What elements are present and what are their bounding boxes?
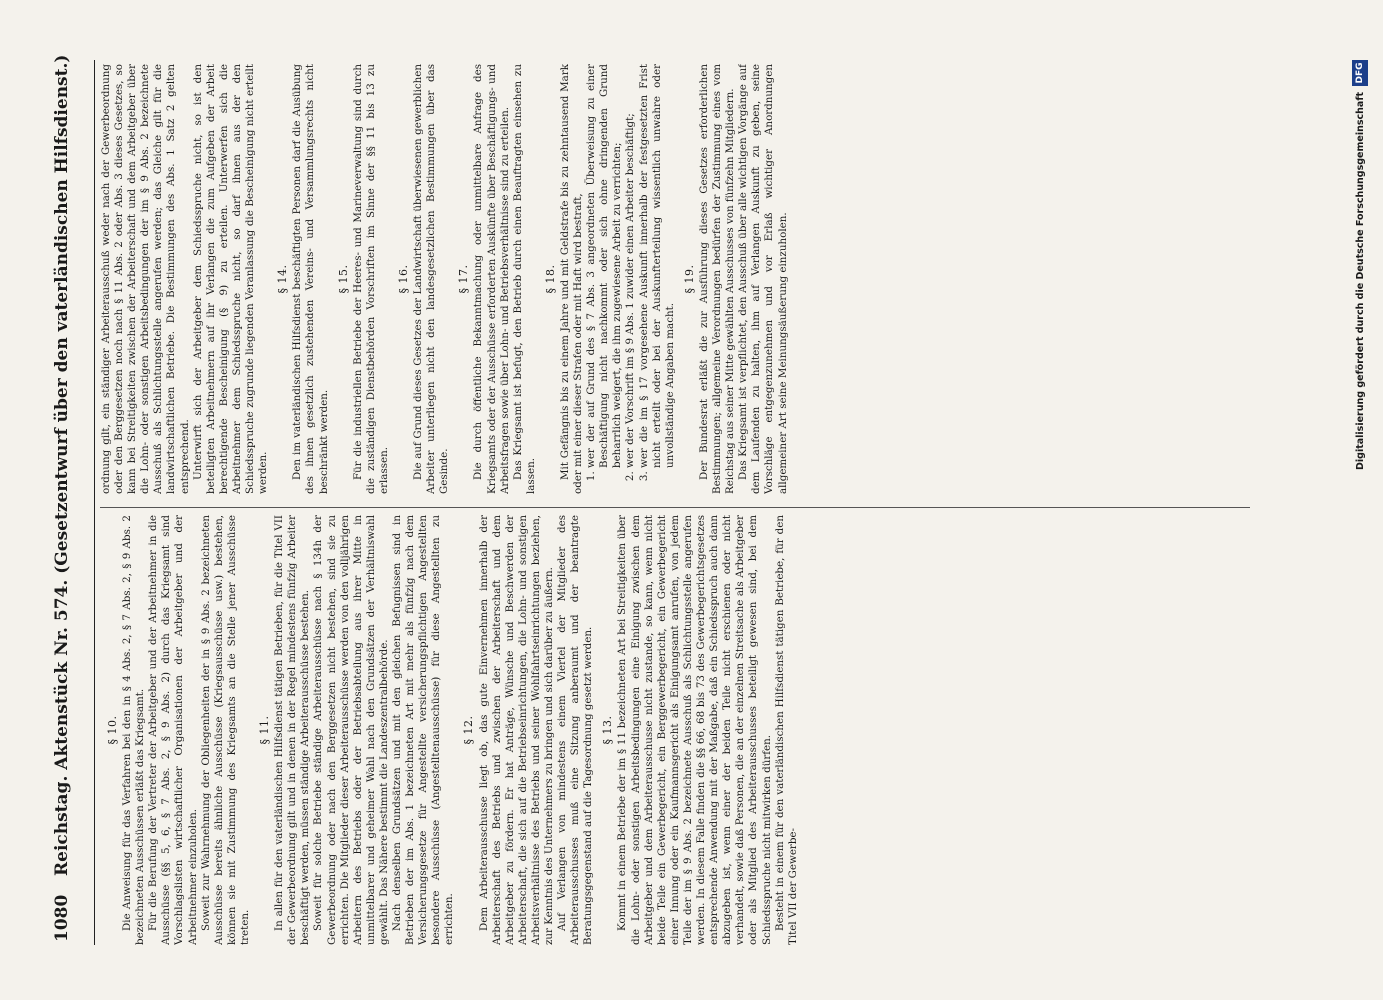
paragraph: Die auf Grund dieses Gesetzes der Landwirtschaft überwiesenen gewerblichen Arbeiter unterliegen nicht den landesgesetzlichen Bestimmungen über das Gesinde. bbox=[412, 64, 451, 494]
section-heading: § 15. bbox=[336, 264, 350, 294]
paragraph: Das Kriegsamt ist befugt, den Betrieb durch einen Beauftragten einsehen zu lassen. bbox=[511, 64, 537, 494]
paragraph: Nach denselben Grundsätzen und mit den gleichen Befugnissen sind in Betrieben der im Abs. 1 bezeichneten Art mit mehr als fünfzig nach dem Versicherungsgesetze für Angestellte versicherungspflichtigen Angestellten besondere Ausschüsse (Angestelltenausschüsse) für diese Angestellten zu errichten. bbox=[390, 515, 456, 945]
paragraph: Soweit für solche Betriebe ständige Arbeiterausschüsse nach § 134h der Gewerbeordnung oder nach den Berggesetzen nicht bestehen, sind sie zu errichten. Die Mitglieder dieser Arbeiterausschüsse werden von den volljährigen Arbeitern des Betriebs oder der Betriebsabteilung aus ihrer Mitte in unmittelbarer und geheimer Wahl nach den Grundsätzen der Verhältniswahl gewählt. Das Nähere bestimmt die Landeszentralbehörde. bbox=[312, 515, 390, 945]
paragraph: Kommt in einem Betriebe der im § 11 bezeichneten Art bei Streitigkeiten über die Lohn- oder sonstigen Arbeitsbedingungen eine Einigung zwischen dem Arbeitgeber und dem Arbeiterausschusse nicht zustande, so kann, wenn nicht beide Teile ein Gewerbegericht, ein Berggewerbegericht, ein Gewerbegericht einer Innung oder ein Kaufmannsgericht als Einigungsamt anrufen, von jedem Teile der im § 9 Abs. 2 bezeichnete Ausschuß als Schlichtungsstelle angerufen werden. In diesem Falle finden die §§ 66, 68 bis 73 des Gewerbegerichtsgesetzes entsprechende Anwendung mit der Maßgabe, daß ein Schiedsspruch auch dann abzugeben ist, wenn einer der beiden Teile nicht erschienen oder nicht verhandelt, sowie daß Personen, die an der einzelnen Streitsache als Arbeitgeber oder als Mitglied des Arbeiterausschusses beteiligt gewesen sind, bei dem Schiedsspruche nicht mitwirken dürfen. bbox=[616, 515, 773, 945]
list-item: 1. wer der auf Grund des § 7 Abs. 3 angeordneten Überweisung zu einer Beschäftigung nicht nachkommt oder sich ohne dringenden Grund beharrlich weigert, die ihm zugewiesene Arbeit zu verrichten; bbox=[585, 64, 624, 468]
list-item: 3. wer die im § 17 vorgesehene Auskunft innerhalb der festgesetzten Frist nicht erteilt oder bei der Auskunfterteilung wissentlich unwahre oder unvollständige Angaben macht. bbox=[638, 64, 677, 468]
offense-list bbox=[585, 64, 677, 494]
paragraph: Unterwirft sich der Arbeitgeber dem Schiedsspruche nicht, so ist den beteiligten Arbeitnehmern auf ihr Verlangen die zum Aufgeben der Arbeit berechtigende Bescheinigung (§ 9) zu erteilen. Unterwerfen sich die Arbeitnehmer dem Schiedsspruche nicht, so darf ihnen aus der den Schiedsspruche zugrunde liegenden Veranlassung die Bescheinigung nicht erteilt werden. bbox=[191, 64, 270, 494]
paragraph: Für die Berufung der Vertreter der Arbeitgeber und der Arbeitnehmer in die Ausschüsse (§§ 5, 6, § 7 Abs. 2, § 9 Abs. 2) durch das Kriegsamt sind Vorschlagslisten wirtschaftlicher Organisationen der Arbeitgeber und der Arbeitnehmer einzuholen. bbox=[147, 515, 199, 945]
paragraph: Besteht in einem für den vaterländischen Hilfsdienst tätigen Betriebe, für den Titel VII der Gewerbe- bbox=[773, 515, 799, 945]
digitization-credit bbox=[1352, 60, 1372, 940]
section-heading: § 12. bbox=[462, 715, 476, 745]
paragraph: Den im vaterländischen Hilfsdienst beschäftigten Personen darf die Ausübung des ihnen gesetzlich zustehenden Vereins- und Versammlungsrechts nicht beschränkt werden. bbox=[291, 64, 330, 494]
running-title: Reichstag. Aktenstück Nr. 574. (Gesetzentwurf über den vaterländischen Hilfsdienst.) bbox=[52, 54, 72, 876]
section-heading: § 17. bbox=[457, 264, 471, 294]
paragraph: Die Anweisung für das Verfahren bei den in § 4 Abs. 2, § 7 Abs. 2, § 9 Abs. 2 bezeichneten Ausschüssen erläßt das Kriegsamt. bbox=[121, 515, 147, 945]
credit-text: Digitalisierung gefördert durch die Deutsche Forschungsgemeinschaft bbox=[1355, 92, 1366, 470]
section-heading: § 18. bbox=[543, 264, 557, 294]
header-rule bbox=[94, 60, 95, 945]
section-heading: § 14. bbox=[276, 264, 290, 294]
paragraph: Auf Verlangen von mindestens einem Viertel der Mitglieder des Arbeiterausschusses muß eine Sitzung anberaumt und der beantragte Beratungsgegenstand auf die Tagesordnung gesetzt werden. bbox=[556, 515, 595, 945]
page-number: 1080 bbox=[52, 894, 72, 942]
section-heading: § 16. bbox=[396, 264, 410, 294]
column-divider bbox=[100, 507, 1250, 508]
paragraph: In allen für den vaterländischen Hilfsdienst tätigen Betrieben, für die Titel VII der Gewerbeordnung gilt und in denen in der Regel mindestens fünfzig Arbeiter beschäftigt werden, müssen ständige Arbeiterausschüsse bestehen. bbox=[273, 515, 312, 945]
paragraph: Für die industriellen Betriebe der Heeres- und Marineverwaltung sind durch die zuständigen Dienstbehörden Vorschriften im Sinne der §§ 11 bis 13 zu erlassen. bbox=[351, 64, 390, 494]
section-heading: § 13. bbox=[601, 715, 615, 745]
paragraph: Mit Gefängnis bis zu einem Jahre und mit Geldstrafe bis zu zehntausend Mark oder mit einer dieser Strafen oder mit Haft wird bestraft, bbox=[559, 64, 585, 494]
section-heading: § 19. bbox=[682, 264, 696, 294]
paragraph: Dem Arbeiterausschusse liegt ob, das gute Einvernehmen innerhalb der Arbeiterschaft des Betriebs und zwischen der Arbeiterschaft und dem Arbeitgeber zu fördern. Er hat Anträge, Wünsche und Beschwerden der Arbeiterschaft, die sich auf die Betriebseinrichtungen, die Lohn- und sonstigen Arbeitsverhältnisse des Betriebs und seiner Wohlfahrtseinrichtungen beziehen, zur Kenntnis des Unternehmers zu bringen und sich darüber zu äußern. bbox=[477, 515, 555, 945]
section-heading: § 11. bbox=[258, 715, 272, 745]
right-column bbox=[100, 64, 1260, 494]
paragraph: Der Bundesrat erläßt die zur Ausführung dieses Gesetzes erforderlichen Bestimmungen; allgemeine Verordnungen bedürfen der Zustimmung eines vom Reichstag aus seiner Mitte gewählten Ausschusses von fünfzehn Mitgliedern. bbox=[697, 64, 737, 494]
paragraph: Das Kriegsamt ist verpflichtet, den Ausschuß über alle wichtigen Vorgänge auf dem Laufenden zu halten, ihm auf Verlangen Auskunft zu geben, seine Vorschläge entgegenzunehmen und vor Erlaß wichtiger Anordnungen allgemeiner Art seine Meinungsäußerung einzuholen. bbox=[737, 64, 789, 494]
list-item: 2. wer der Vorschrift im § 9 Abs. 1 zuwider einen Arbeiter beschäftigt; bbox=[624, 64, 637, 468]
paragraph: Die durch öffentliche Bekanntmachung oder unmittelbare Anfrage des Kriegsamts oder der Ausschüsse erforderten Auskünfte über Beschäftigungs- und Arbeitsfragen sowie über Lohn- und Betriebsverhältnisse sind zu erteilen. bbox=[472, 64, 511, 494]
running-head bbox=[52, 54, 92, 942]
left-column bbox=[100, 515, 1260, 945]
dfg-logo: DFG bbox=[1352, 60, 1368, 86]
section-heading: § 10. bbox=[106, 715, 119, 745]
paragraph: Soweit zur Wahrnehmung der Obliegenheiten der in § 9 Abs. 2 bezeichneten Ausschüsse bereits ähnliche Ausschüsse (Kriegsausschüsse usw.) bestehen, können sie mit Zustimmung des Kriegsamts an die Stelle jener Ausschüsse treten. bbox=[199, 515, 251, 945]
paragraph: ordnung gilt, ein ständiger Arbeiterausschuß weder nach der Gewerbeordnung oder den Berggesetzen noch nach § 11 Abs. 2 oder Abs. 3 dieses Gesetzes, so kann bei Streitigkeiten zwischen der Arbeiterschaft und dem Arbeitgeber über die Lohn- oder sonstigen Arbeitsbedingungen der im § 9 Abs. 2 bezeichnete Ausschuß als Schlichtungsstelle angerufen werden; das Gleiche gilt für die landwirtschaftlichen Betriebe. Die Bestimmungen des Abs. 1 Satz 2 gelten entsprechend. bbox=[100, 64, 191, 494]
